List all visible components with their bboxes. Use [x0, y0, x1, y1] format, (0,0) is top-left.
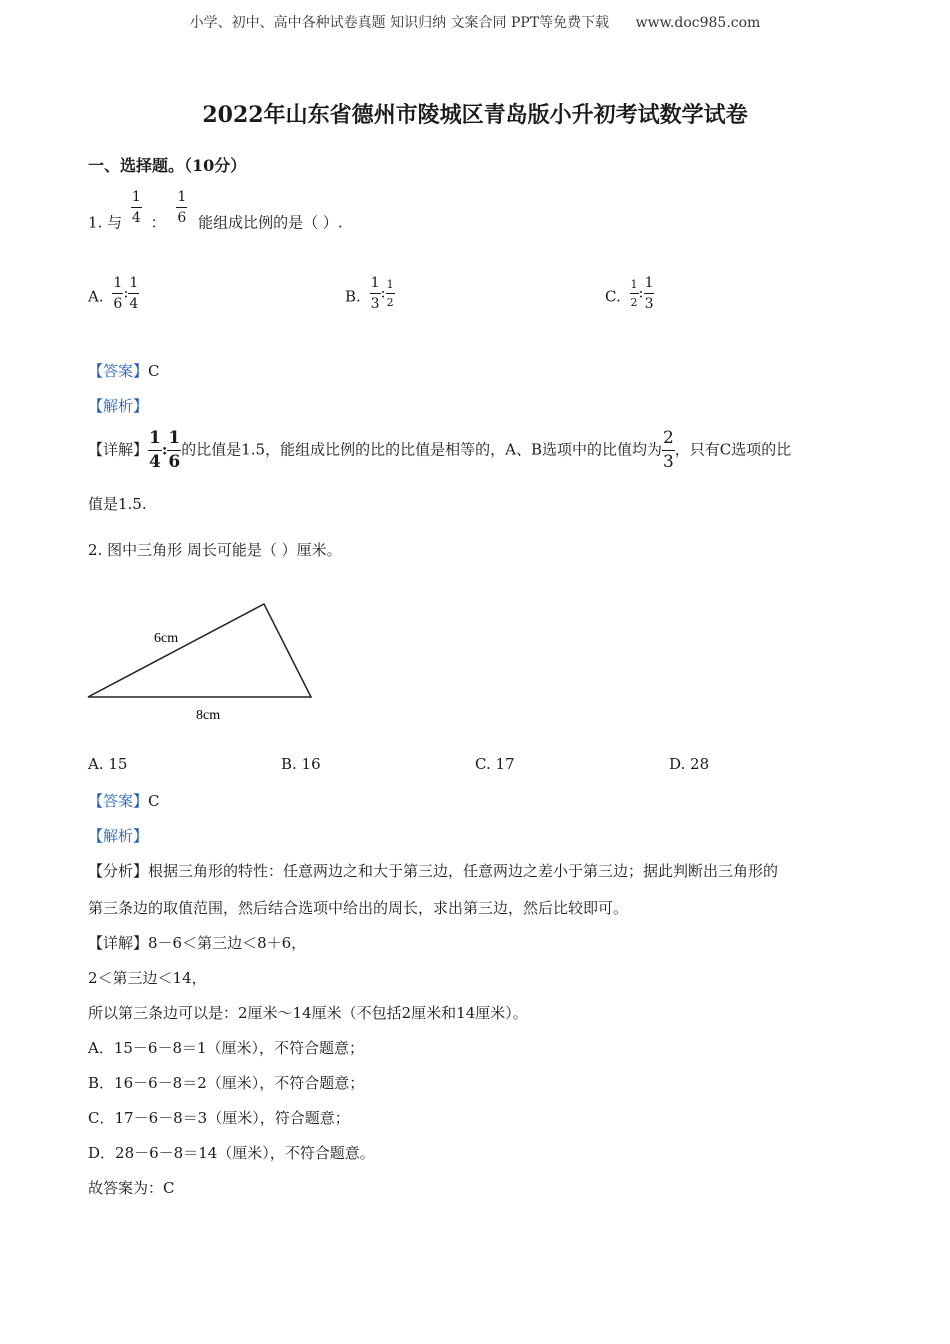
q2-option-b[interactable]: B. 16: [281, 755, 321, 773]
answer-value: C: [148, 362, 160, 380]
q1-option-c-fraction-1: $\frac{1}{2}$: [630, 278, 638, 309]
section-heading: 一、选择题。（10分）: [88, 156, 247, 175]
q1-fraction-2: $\frac{1}{6}$: [177, 189, 187, 226]
q2-answer: [88, 790, 160, 811]
detail-tag: 【详解】: [88, 440, 149, 459]
q2-conclusion: 故答案为：C: [88, 1179, 175, 1197]
q1-detail-text-2: ，只有C选项的比: [674, 440, 792, 459]
q1-answer: [88, 360, 160, 381]
q2-analysis-line: 【分析】根据三角形的特性：任意两边之和大于第三边，任意两边之差小于第三边；据此判断出三角形的: [88, 862, 779, 880]
q1-prefix: 1. 与: [88, 213, 123, 232]
q2-detail-line: 所以第三条边可以是：2厘米～14厘米（不包括2厘米和14厘米）。: [88, 1004, 528, 1022]
page-title: 2022年山东省德州市陵城区青岛版小升初考试数学试卷: [202, 102, 748, 128]
q2-detail-line: C．17－6－8＝3（厘米），符合题意；: [88, 1109, 350, 1127]
q1-detail-fraction-1: $\frac{1}{4}$: [149, 428, 161, 472]
q1-option-b[interactable]: B. $\frac{1}{3}$ : $\frac{1}{2}$: [345, 275, 394, 312]
answer-tag: 【答案】: [88, 362, 149, 380]
q2-detail-line: B．16－6－8＝2（厘米），不符合题意；: [88, 1074, 365, 1092]
q1-detail-fraction-2: $\frac{1}{6}$: [168, 428, 181, 472]
q1-fraction-1: $\frac{1}{4}$: [131, 189, 141, 226]
page-header: [0, 12, 950, 32]
q2-option-c[interactable]: C. 17: [475, 755, 515, 773]
q1-analysis-tag: 【解析】: [88, 397, 149, 415]
q1-option-a-fraction-1: $\frac{1}{6}$: [113, 275, 123, 312]
q1-detail-text-1: 的比值是1.5，能组成比例的比的比值是相等的，A、B选项中的比值均为: [181, 440, 662, 459]
q1-option-a-fraction-2: $\frac{1}{4}$: [129, 275, 139, 312]
question-1-stem: [88, 190, 343, 233]
q1-option-c[interactable]: C. $\frac{1}{2}$ : $\frac{1}{3}$: [605, 275, 654, 312]
side-label-6cm: 6cm: [154, 631, 179, 646]
q1-colon: ：: [150, 213, 166, 232]
q2-detail-line: D．28－6－8＝14（厘米），不符合题意。: [88, 1144, 375, 1162]
q2-detail-line: 2＜第三边＜14，: [88, 969, 207, 987]
triangle-figure: [80, 595, 330, 730]
triangle-shape: [88, 604, 311, 697]
q2-detail-line: A．15－6－8＝1（厘米），不符合题意；: [88, 1039, 365, 1057]
q1-option-b-fraction-1: $\frac{1}{3}$: [370, 275, 380, 312]
q2-detail-line: 【详解】8－6＜第三边＜8＋6，: [88, 934, 307, 952]
q1-option-a[interactable]: A. $\frac{1}{6}$ : $\frac{1}{4}$: [88, 275, 139, 312]
q1-detail-text-3: 值是1.5.: [88, 495, 147, 513]
answer-tag: 【答案】: [88, 792, 149, 810]
q2-option-a[interactable]: A. 15: [88, 755, 128, 773]
side-label-8cm: 8cm: [196, 708, 221, 723]
q1-option-b-fraction-2: $\frac{1}{2}$: [386, 278, 394, 309]
q1-suffix: 能组成比例的是（ ）.: [198, 213, 343, 232]
q1-option-c-fraction-2: $\frac{1}{3}$: [644, 275, 654, 312]
question-2-stem: 2. 图中三角形 周长可能是（ ）厘米。: [88, 541, 342, 559]
q1-detail-fraction-3: $\frac{2}{3}$: [662, 428, 674, 472]
q1-detail: 【详解】 $\frac{1}{4}$ : $\frac{1}{6}$ 的比值是1.5，能组成比例的比的比值是相等的，A、B选项中的比值均为 $\frac{2}{3}$ ，只有C选项的比: [88, 428, 792, 472]
answer-value: C: [148, 792, 160, 810]
header-site[interactable]: www.doc985.com: [635, 15, 761, 31]
q2-option-d[interactable]: D. 28: [669, 755, 710, 773]
header-text: 小学、初中、高中各种试卷真题 知识归纳 文案合同 PPT等免费下载: [189, 15, 610, 31]
q2-analysis-line: 第三条边的取值范围，然后结合选项中给出的周长，求出第三边，然后比较即可。: [88, 899, 629, 917]
q2-analysis-tag: 【解析】: [88, 827, 149, 845]
